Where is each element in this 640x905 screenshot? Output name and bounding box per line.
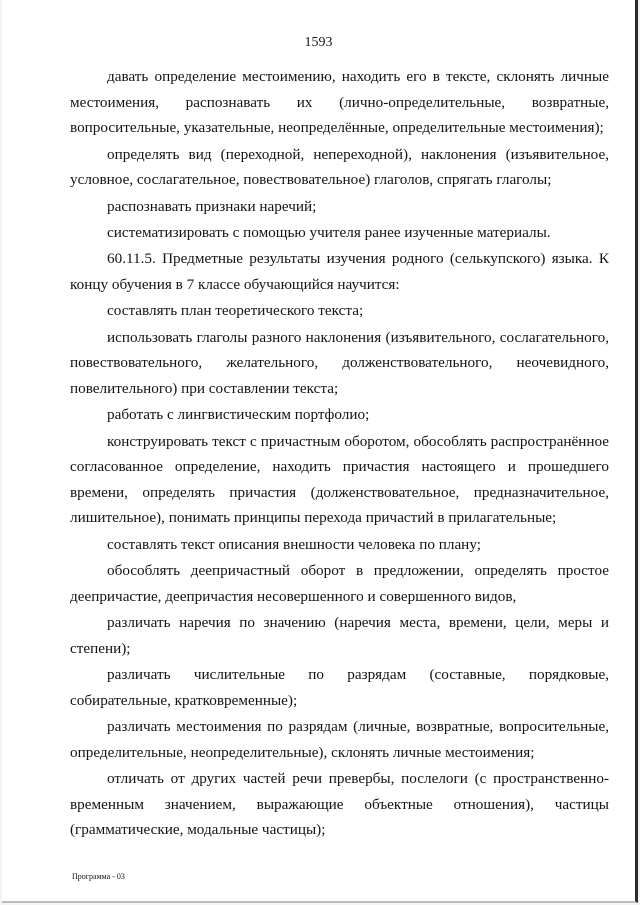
paragraph: обособлять деепричастный оборот в предложении, определять простое деепричастие, деепричастия несовершенного и совершенного видов, [70, 562, 609, 605]
paragraph: работать с лингвистическим портфолио; [107, 406, 370, 424]
section-heading-paragraph: 60.11.5. Предметные результаты изучения родного (селькупского) языка. К концу обучения в 7 классе обучающийся научится: [70, 250, 609, 293]
paragraph: давать определение местоимению, находить его в тексте, склонять личные местоимения, распознавать их (лично-определительные, возвратные, вопросительные, указательные, неопределённые, определительные местоимения); [70, 68, 609, 137]
paragraph: использовать глаголы разного наклонения (изъявительного, сослагательного, повествовательного, желательного, долженствовательного, неочевидного, повелительного) при составлении текста; [70, 328, 609, 397]
paragraph: составлять текст описания внешности человека по плану; [107, 535, 481, 553]
paragraph: различать наречия по значению (наречия места, времени, цели, меры и степени); [70, 614, 609, 657]
body-text [70, 64, 609, 843]
paragraph: конструировать текст с причастным оборотом, обособлять распространённое согласованное определение, находить причастия настоящего и прошедшего времени, определять причастия (долженствовательное, предназначительное, лишительное), понимать принципы перехода причастий в прилагательные; [70, 432, 609, 527]
footer-label: Программа - 03 [72, 872, 125, 881]
page-number: 1593 [304, 35, 333, 50]
paragraph: различать местоимения по разрядам (личные, возвратные, вопросительные, определительные, неопределительные), склонять личные местоимения; [70, 718, 609, 761]
paragraph: составлять план теоретического текста; [107, 302, 364, 320]
document-page [2, 0, 638, 903]
paragraph: различать числительные по разрядам (составные, порядковые, собирательные, кратковременные); [70, 666, 609, 709]
paragraph: определять вид (переходной, непереходной), наклонения (изъявительное, условное, сослагательное, повествовательное) глаголов, спрягать глаголы; [70, 145, 609, 189]
paragraph: распознавать признаки наречий; [107, 197, 317, 215]
paragraph: систематизировать с помощью учителя ранее изученные материалы. [107, 223, 551, 241]
paragraph: отличать от других частей речи превербы, послелоги (с пространственно-временным значением, выражающие объектные отношения), частицы (грамматические, модальные частицы); [70, 770, 609, 839]
